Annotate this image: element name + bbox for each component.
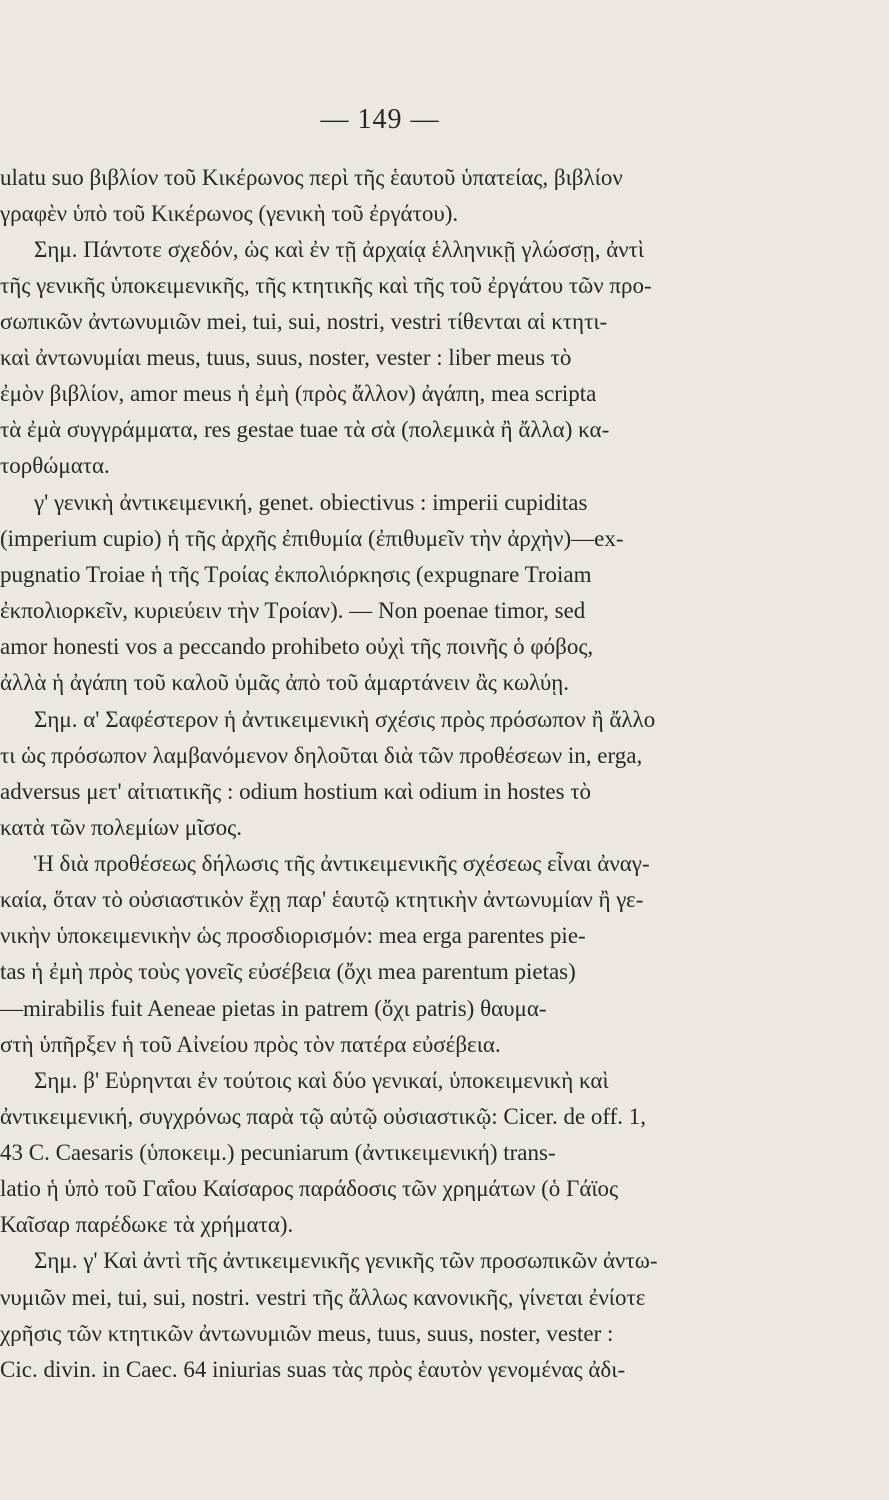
- text-line: tas ἡ ἐμὴ πρὸς τοὺς γονεῖς εὐσέβεια (ὄχι mea parentum pietas): [0, 959, 576, 984]
- text-line: γραφὲν ὑπὸ τοῦ Κικέρωνος (γενικὴ τοῦ ἐργάτου).: [0, 201, 459, 226]
- text-line: καὶ ἀντωνυμίαι meus, tuus, suus, noster, vester : liber meus τὸ: [0, 345, 572, 370]
- text-line: ἀντικειμενική, συγχρόνως παρὰ τῷ αὐτῷ οὐσιαστικῷ: Cicer. de off. 1,: [0, 1104, 647, 1129]
- text-line: ἐμὸν βιβλίον, amor meus ἡ ἐμὴ (πρὸς ἄλλον) ἀγάπη, mea scripta: [0, 381, 597, 406]
- page-number: — 149 —: [320, 104, 440, 135]
- text-line: τορθώματα.: [0, 453, 110, 478]
- text-line: κατὰ τῶν πολεμίων μῖσος.: [0, 815, 243, 840]
- text-line: Σημ. β' Εὑρηνται ἐν τούτοις καὶ δύο γενικαί, ὑποκειμενικὴ καὶ: [34, 1068, 609, 1093]
- text-line: ἀλλὰ ἡ ἀγάπη τοῦ καλοῦ ὑμᾶς ἀπὸ τοῦ ἁμαρτάνειν ἂς κωλύῃ.: [0, 670, 570, 695]
- text-line: Cic. divin. in Caec. 64 iniurias suas τὰς πρὸς ἑαυτὸν γενομένας ἀδι-: [0, 1357, 626, 1382]
- text-line: χρῆσις τῶν κτητικῶν ἀντωνυμιῶν meus, tuus, suus, noster, vester :: [0, 1321, 614, 1346]
- text-line: Σημ. γ' Καὶ ἀντὶ τῆς ἀντικειμενικῆς γενικῆς τῶν προσωπικῶν ἀντω-: [34, 1248, 658, 1273]
- text-line: τῆς γενικῆς ὑποκειμενικῆς, τῆς κτητικῆς καὶ τῆς τοῦ ἐργάτου τῶν προ-: [0, 273, 652, 298]
- text-line: καία, ὅταν τὸ οὐσιαστικὸν ἔχῃ παρ' ἑαυτῷ κτητικὴν ἀντωνυμίαν ἢ γε-: [0, 887, 644, 912]
- text-line: latio ἡ ὑπὸ τοῦ Γαΐου Καίσαρος παράδοσις τῶν χρημάτων (ὁ Γάϊος: [0, 1176, 619, 1201]
- text-line: (imperium cupio) ἡ τῆς ἀρχῆς ἐπιθυμία (ἐπιθυμεῖν τὴν ἀρχὴν)—ex-: [0, 526, 624, 551]
- text-line: σωπικῶν ἀντωνυμιῶν mei, tui, sui, nostri, vestri τίθενται αἱ κτητι-: [0, 309, 608, 334]
- text-line: ulatu suo βιβλίον τοῦ Κικέρωνος περὶ τῆς ἑαυτοῦ ὑπατείας, βιβλίον: [0, 165, 623, 190]
- text-line: τι ὡς πρόσωπον λαμβανόμενον δηλοῦται διὰ τῶν προθέσεων in, erga,: [0, 743, 643, 768]
- text-line: 43 C. Caesaris (ὑποκειμ.) pecuniarum (ἀντικειμενική) trans-: [0, 1140, 556, 1165]
- text-line: ἐκπολιορκεῖν, κυριεύειν τὴν Τροίαν). — Non poenae timor, sed: [0, 598, 586, 623]
- text-line: Σημ. Πάντοτε σχεδόν, ὡς καὶ ἐν τῇ ἀρχαίᾳ ἑλληνικῇ γλώσσῃ, ἀντὶ: [34, 237, 645, 262]
- text-line: γ' γενικὴ ἀντικειμενική, genet. obiectivus : imperii cupiditas: [34, 490, 588, 515]
- text-line: τὰ ἐμὰ συγγράμματα, res gestae tuae τὰ σὰ (πολεμικὰ ἢ ἄλλα) κα-: [0, 417, 610, 442]
- text-line: pugnatio Troiae ἡ τῆς Τροίας ἐκπολιόρκησις (expugnare Troiam: [0, 562, 592, 587]
- text-line: —mirabilis fuit Aeneae pietas in patrem (ὄχι patris) θαυμα-: [0, 996, 547, 1021]
- text-line: amor honesti vos a peccando prohibeto οὐχὶ τῆς ποινῆς ὁ φόβος,: [0, 634, 594, 659]
- text-line: Ἡ διὰ προθέσεως δήλωσις τῆς ἀντικειμενικῆς σχέσεως εἶναι ἀναγ-: [34, 851, 650, 876]
- text-line: Σημ. α' Σαφέστερον ἡ ἀντικειμενικὴ σχέσις πρὸς πρόσωπον ἢ ἄλλο: [34, 707, 656, 732]
- text-line: adversus μετ' αἰτιατικῆς : odium hostium καὶ odium in hostes τὸ: [0, 779, 592, 804]
- text-line: νυμιῶν mei, tui, sui, nostri. vestri τῆς ἄλλως κανονικῆς, γίνεται ἐνίοτε: [0, 1285, 646, 1310]
- text-line: Καῖσαρ παρέδωκε τὰ χρήματα).: [0, 1212, 294, 1237]
- text-line: στὴ ὑπῆρξεν ἡ τοῦ Αἰνείου πρὸς τὸν πατέρα εὐσέβεια.: [0, 1032, 501, 1057]
- text-line: νικὴν ὑποκειμενικὴν ὡς προσδιορισμόν: mea erga parentes pie-: [0, 923, 586, 948]
